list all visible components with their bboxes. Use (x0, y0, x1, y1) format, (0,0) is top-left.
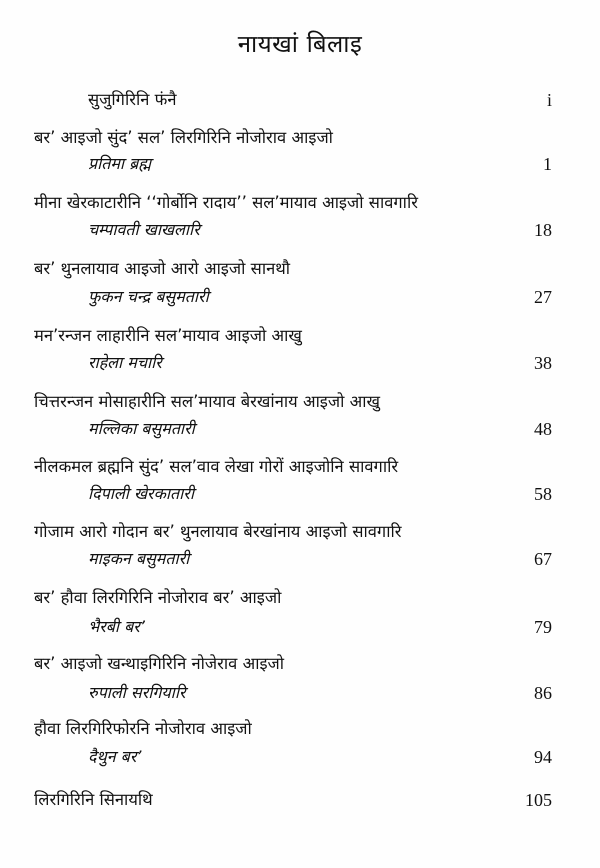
entry-title: मीना खेरकाटारीनि ‘‘गोर्बोनि रादाय’’ सल’मायाव आइजो सावगारि (34, 193, 418, 212)
entry-page-number: 18 (534, 220, 552, 240)
entry-title: चित्तरन्जन मोसाहारीनि सल’मायाव बेरखांनाय आइजो आखु (34, 392, 381, 411)
entry-title: बर’ आइजो सुंद’ सल’ लिरगिरिनि नोजोराव आइजो (34, 128, 333, 147)
page-title: नायखां बिलाइ (237, 30, 363, 58)
entry-page-number: 48 (534, 419, 552, 439)
entry-page-number: 58 (534, 484, 552, 504)
entry-title: गोजाम आरो गोदान बर’ थुनलायाव बेरखांनाय आइजो सावगारि (34, 522, 402, 541)
entry-author: चम्पावती खाखलारि (88, 220, 200, 239)
entry-page-number: 38 (534, 353, 552, 373)
entry-author: प्रतिमा ब्रह्म (88, 154, 152, 173)
entry-title: सुजुगिरिनि फंनै (88, 90, 177, 109)
entry-title: बर’ हौवा लिरगिरिनि नोजोराव बर’ आइजो (34, 588, 282, 607)
entry-page-number: 79 (534, 617, 552, 637)
entry-page-number: 105 (525, 790, 552, 810)
entry-author: दिपाली खेरकातारी (88, 484, 194, 503)
entry-author: दैथुन बर’ (88, 747, 142, 766)
entry-author: माइकन बसुमतारी (88, 549, 190, 568)
entry-title: हौवा लिरगिरिफोरनि नोजोराव आइजो (34, 719, 252, 738)
entry-page-number: 1 (543, 154, 552, 174)
entry-page-number: 67 (534, 549, 552, 569)
entry-page-number: i (546, 90, 552, 110)
entry-title: नीलकमल ब्रह्मनि सुंद’ सल’वाव लेखा गोरों आइजोनि सावगारि (34, 457, 399, 476)
entry-author: फुकन चन्द्र बसुमतारी (88, 287, 209, 306)
entry-author: राहेला मचारि (88, 353, 162, 372)
entry-title: बर’ आइजो खन्थाइगिरिनि नोजेराव आइजो (34, 654, 285, 673)
entry-page-number: 27 (534, 287, 552, 307)
entry-title: बर’ थुनलायाव आइजो आरो आइजो सानथौ (34, 259, 291, 278)
entry-author: भैरबी बर’ (88, 617, 145, 636)
entry-page-number: 94 (534, 747, 552, 767)
entry-title: मन’रन्जन लाहारीनि सल’मायाव आइजो आखु (34, 326, 302, 345)
entry-author: मल्लिका बसुमतारी (88, 419, 195, 438)
entry-title: लिरगिरिनि सिनायथि (34, 790, 153, 809)
entry-author: रुपाली सरगियारि (88, 683, 186, 702)
entry-page-number: 86 (534, 683, 552, 703)
